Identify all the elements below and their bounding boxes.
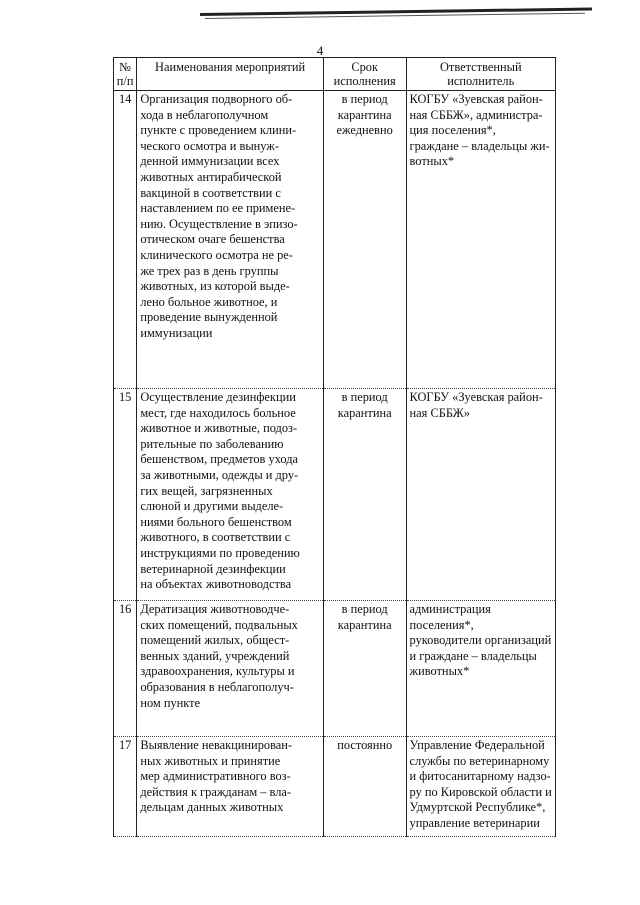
row-name: Выявление невакцинирован- ных животных и принятие мер административного воз- действия к гражданам – вла- дельцам данных животных [137,737,324,837]
header-num: № п/п [114,58,137,91]
row-resp: Управление Федеральной службы по ветеринарному и фитосанитарному надзо- ру по Кировской области и Удмуртской Республике*, управление ветеринарии [406,737,555,837]
row-name: Организация подворного об- хода в неблагополучном пункте с проведением клини- ческого осмотра и вынуж- денной иммунизации всех животных антирабической вакциной в соответствии с наставлением по ее примене- нию. Осуществление в эпизо- отическом очаге бешенства клинического осмотра не ре- же трех раз в день группы животных, из которой выде- лено больное животное, и проведение вынужденной иммунизации [137,91,324,389]
row-num: 15 [114,389,137,601]
row-num: 17 [114,737,137,837]
header-term: Срок исполнения [323,58,406,91]
table-row [114,601,556,737]
table-header-row [114,58,556,91]
table-row [114,91,556,389]
row-term: в период карантина [323,389,406,601]
row-resp: КОГБУ «Зуевская район- ная СББЖ» [406,389,555,601]
row-name: Дератизация животноводче- ских помещений, подвальных помещений жилых, общест- венных зданий, учреждений здравоохранения, культуры и образования в неблагополуч- ном пункте [137,601,324,737]
row-term: в период карантина ежедневно [323,91,406,389]
table-row [114,389,556,601]
measures-table [113,57,556,837]
row-resp: КОГБУ «Зуевская район- ная СББЖ», администра- ция поселения*, граждане – владельцы жи- вотных* [406,91,555,389]
row-term: постоянно [323,737,406,837]
row-resp: администрация поселения*, руководители организаций и граждане – владельцы животных* [406,601,555,737]
row-num: 14 [114,91,137,389]
row-name: Осуществление дезинфекции мест, где находилось больное животное и животные, подоз- рительные по заболеванию бешенством, предметов ухода за животными, одежды и дру- гих вещей, загрязненных слюной и другими выделе- ниями больного бешенством животного, в соответствии с инструкциями по проведению ветеринарной дезинфекции на объектах животноводства [137,389,324,601]
row-term: в период карантина [323,601,406,737]
header-resp: Ответственный исполнитель [406,58,555,91]
header-name: Наименования мероприятий [137,58,324,91]
table-row [114,737,556,837]
row-num: 16 [114,601,137,737]
page-number: 4 [316,43,324,58]
